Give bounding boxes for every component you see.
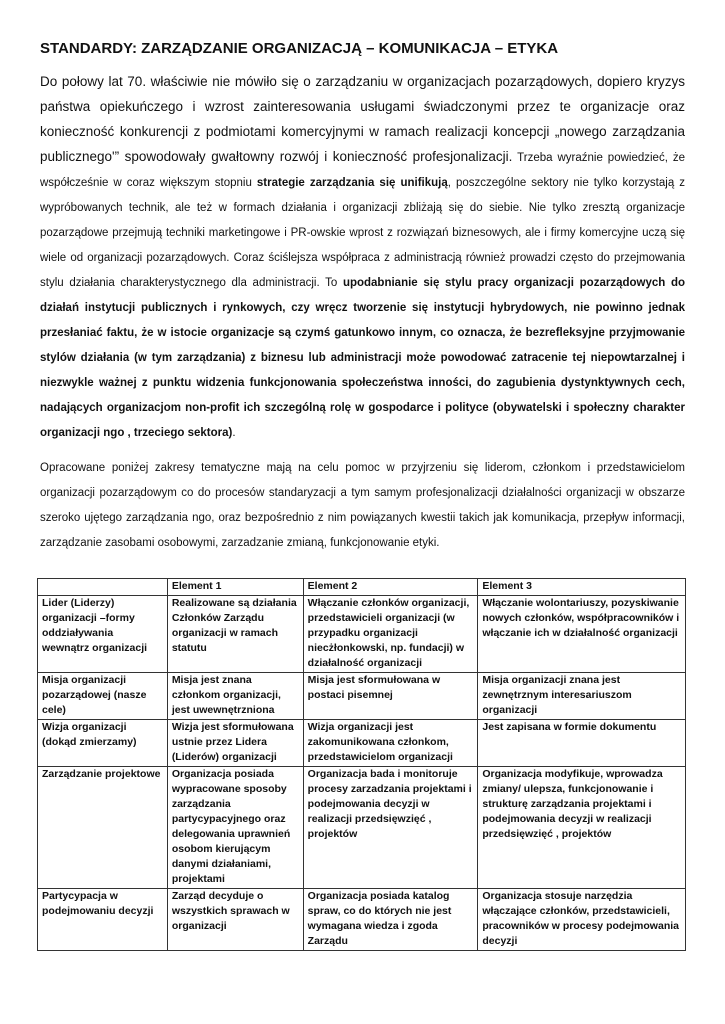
scope-paragraph: Opracowane poniżej zakresy tematyczne mają na celu pomoc w przyjrzeniu się liderom, członkom i przedstawicielom organizacji pozarządowym co do procesów standaryzacji a tym samym profesjonalizacji działalności organizacji w obszarze szeroko ujętego zarządzania ngo, oraz bezpośrednio z nim powiązanych kwestii takich jak komunikacja, przepływ informacji, zarządzanie zasobami osobowymi, zarzadzanie zmianą, funkcjonowanie etyki. xyxy=(40,462,685,549)
row-label: Partycypacja w podejmowaniu decyzji xyxy=(38,889,168,951)
cell-element-2: Misja jest sformułowana w postaci pisemnej xyxy=(303,673,478,720)
cell-element-3: Organizacja modyfikuje, wprowadza zmiany/ ulepsza, funkcjonowanie i strukturę zarządzania projektami i podejmowania decyzji w realizacji przedsięwzięć , projektów xyxy=(478,767,686,889)
table-row xyxy=(38,767,686,889)
intro-text-2: , poszczególne sektory nie tylko korzystają z wypróbowanych technik, ale też w formach działania i organizacji zbliżają się do siebie. Nie tylko zresztą organizacje pozarządowe przejmują techniki marketingowe i PR-owskie wprost z rozwiązań biznesowych, ale i firmy komercyjne uczą się wiele od organizacji pozarządowych. Coraz ściślejsza współpraca z administracją również prowadzi często do przejmowania stylu działania charakterystycznego dla administracji. To xyxy=(40,177,685,289)
row-label: Wizja organizacji (dokąd zmierzamy) xyxy=(38,720,168,767)
cell-element-1: Misja jest znana członkom organizacji, jest uwewnętrzniona xyxy=(167,673,303,720)
cell-element-2: Wizja organizacji jest zakomunikowana członkom, przedstawicielom organizacji xyxy=(303,720,478,767)
header-element-2: Element 2 xyxy=(303,579,478,596)
header-empty xyxy=(38,579,168,596)
cell-element-2: Organizacja posiada katalog spraw, co do których nie jest wymagana wiedza i zgoda Zarządu xyxy=(303,889,478,951)
cell-element-3: Misja organizacji znana jest zewnętrznym interesariuszom organizacji xyxy=(478,673,686,720)
header-element-3: Element 3 xyxy=(478,579,686,596)
table-row xyxy=(38,673,686,720)
table-row xyxy=(38,889,686,951)
cell-element-1: Realizowane są działania Członków Zarządu organizacji w ramach statutu xyxy=(167,596,303,673)
cell-element-2: Włączanie członków organizacji, przedstawicieli organizacji (w przypadku organizacji niecżłonkowski, np. fundacji) w działalność organizacji xyxy=(303,596,478,673)
intro-end: . xyxy=(232,427,236,439)
table-row xyxy=(38,720,686,767)
document-page xyxy=(40,40,685,556)
cell-element-3: Włączanie wolontariuszy, pozyskiwanie nowych członków, współpracowników i włączanie ich w działalność organizacji xyxy=(478,596,686,673)
intro-lead-text: Do połowy lat 70. właściwie nie mówiło się o zarządzaniu w organizacjach pozarządowych, dopiero kryzys państwa opiekuńczego i wzrost zainteresowania usługami świadczonymi przez te organizacje oraz konieczność konkurencji z podmiotami komercyjnymi w ramach realizacji koncepcji „nowego zarządzania publicznego'” spowodowały gwałtowny rozwój i konieczność profesjonalizacji. xyxy=(40,74,685,164)
cell-element-3: Organizacja stosuje narzędzia włączające członków, przedstawicieli, pracowników w procesy podejmowania decyzji xyxy=(478,889,686,951)
cell-element-1: Zarząd decyduje o wszystkich sprawach w organizacji xyxy=(167,889,303,951)
intro-paragraph xyxy=(40,69,685,446)
row-label: Zarządzanie projektowe xyxy=(38,767,168,889)
cell-element-1: Wizja jest sformułowana ustnie przez Lidera (Liderów) organizacji xyxy=(167,720,303,767)
cell-element-2: Organizacja bada i monitoruje procesy zarzadzania projektami i podejmowania decyzji w realizacji przedsięwzięć , projektów xyxy=(303,767,478,889)
row-label: Misja organizacji pozarządowej (nasze cele) xyxy=(38,673,168,720)
cell-element-1: Organizacja posiada wypracowane sposoby zarządzania partycypacyjnego oraz delegowania uprawnień osobom kierującym danymi działaniami, projektami xyxy=(167,767,303,889)
table-header-row xyxy=(38,579,686,596)
row-label: Lider (Liderzy) organizacji –formy oddziaływania wewnątrz organizacji xyxy=(38,596,168,673)
header-element-1: Element 1 xyxy=(167,579,303,596)
standards-table xyxy=(37,578,686,951)
intro-text-1: Trzeba wyraźnie powiedzieć, że współcześnie w coraz większym stopniu xyxy=(40,152,685,189)
intro-bold-1: strategie zarządzania się unifikują xyxy=(256,177,448,189)
document-title: STANDARDY: ZARZĄDZANIE ORGANIZACJĄ – KOMUNIKACJA – ETYKA xyxy=(40,40,559,57)
table-row xyxy=(38,596,686,673)
intro-bold-2: upodabnianie się stylu pracy organizacji pozarządowych do działań instytucji publicznych i rynkowych, czy wręcz tworzenie się instytucji hybrydowych, nie powinno jednak przesłaniać faktu, że w istocie organizacje są czymś gatunkowo innym, co oznacza, że bezrefleksyjne przyjmowanie stylów działania (w tym zarządzania) z biznesu lub administracji może powodować zatracenie tej niepowtarzalnej i niezwykle ważnej z punktu widzenia funkcjonowania społeczeństwa inności, do zagubienia dystynktywnych cech, nadających organizacjom non-profit ich szczególną rolę w gospodarce i polityce (obywatelski i społeczny charakter organizacji ngo , trzeciego sektora) xyxy=(40,277,685,439)
cell-element-3: Jest zapisana w formie dokumentu xyxy=(478,720,686,767)
